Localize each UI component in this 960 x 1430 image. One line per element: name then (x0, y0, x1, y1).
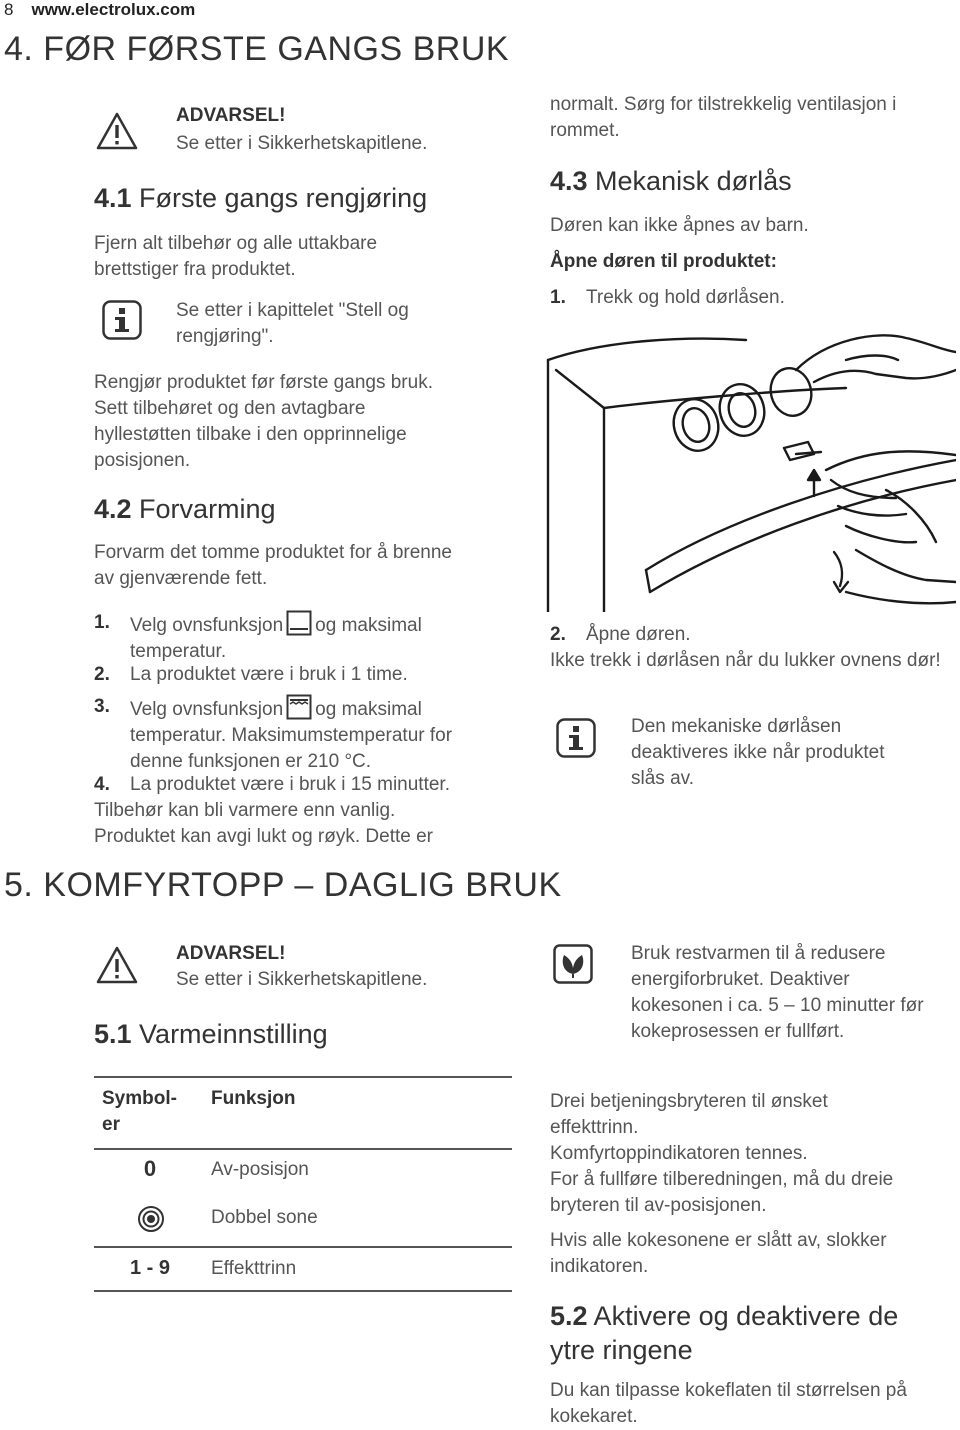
warning-text: Se etter i Sikkerhetskapitlene. (176, 133, 428, 154)
step-3 (94, 694, 452, 775)
paragraph-ventilation: normalt. Sørg for tilstrekkelig ventilasjon i rommet. (550, 94, 897, 141)
step-1-line2: temperatur. (130, 641, 227, 662)
section5-title: 5. KOMFYRTOPP – DAGLIG BRUK (4, 866, 562, 904)
table-row (94, 1150, 512, 1194)
table-row (94, 1248, 512, 1290)
function-off: Av-posisjon (211, 1159, 309, 1180)
heading-5-1-number: 5.1 (94, 1019, 132, 1049)
step-1-pre: Velg ovnsfunksjon (130, 615, 284, 636)
step-2-text: La produktet være i bruk i 1 time. (130, 664, 408, 685)
oven-top-heat-icon (286, 694, 312, 720)
step-4-number: 4. (94, 774, 110, 795)
info-text-lock: Den mekaniske dørlåsen deaktiveres ikke når produktet slås av. (631, 716, 885, 789)
door-step-1 (550, 285, 785, 311)
paragraph-turn-knob: Drei betjeningsbryteren til ønsket effekttrinn. (550, 1091, 828, 1138)
paragraph-4-1-remove: Fjern alt tilbehør og alle uttakbare brettstiger fra produktet. (94, 233, 378, 280)
paragraph-4-1-clean: Rengjør produktet før første gangs bruk. Sett tilbehøret og den avtagbare hyllestøtten tilbake i den opprinnelige posisjonen. (94, 372, 433, 471)
info-icon (102, 300, 142, 340)
paragraph-accessories-warm: Tilbehør kan bli varmere enn vanlig. (94, 800, 396, 821)
heading-4-3-title: Mekanisk dørlås (587, 166, 792, 196)
paragraph-4-2-intro: Forvarm det tomme produktet for å brenne av gjenværende fett. (94, 542, 452, 589)
eco-leaf-icon (553, 944, 593, 984)
step-2-number: 2. (94, 664, 110, 685)
warning-icon (96, 946, 138, 984)
step-1-post: og maksimal (315, 615, 422, 636)
table-header-row (94, 1078, 512, 1148)
info-icon (556, 718, 596, 758)
heading-5-1-title: Varmeinnstilling (131, 1019, 328, 1049)
step-3-pre: Velg ovnsfunksjon (130, 699, 284, 720)
table-row (94, 1194, 512, 1246)
symbol-off: 0 (143, 1156, 157, 1181)
door-step-2-number: 2. (550, 624, 566, 645)
paragraph-indicator-on: Komfyrtoppindikatoren tennes. (550, 1143, 808, 1164)
site-url: www.electrolux.com (31, 0, 196, 19)
function-power-levels: Effekttrinn (211, 1258, 297, 1279)
paragraph-outer-rings: Du kan tilpasse kokeflaten til størrelsen på kokekaret. (550, 1380, 907, 1427)
door-step-2-text: Åpne døren. (586, 624, 691, 645)
warning-icon (96, 112, 138, 150)
paragraph-smell-smoke: Produktet kan avgi lukt og røyk. Dette er (94, 826, 433, 847)
paragraph-do-not-pull: Ikke trekk i dørlåsen når du lukker ovnens dør! (550, 650, 941, 671)
heat-setting-table (94, 1076, 512, 1292)
dual-zone-icon (137, 1205, 165, 1233)
heading-5-2-title: Aktivere og deaktivere de ytre ringene (550, 1301, 899, 1365)
paragraph-indicator-off: Hvis alle kokesonene er slått av, slokker indikatoren. (550, 1230, 887, 1277)
paragraph-finish-cooking: For å fullføre tilberedningen, må du dreie bryteren til av-posisjonen. (550, 1169, 894, 1216)
door-step-2 (550, 622, 691, 648)
warning-label-2: ADVARSEL! (176, 943, 286, 964)
heading-4-2-title: Forvarming (131, 494, 276, 524)
step-3-post: og maksimal (315, 699, 422, 720)
heading-5-2 (550, 1299, 950, 1367)
info-text-care: Se etter i kapittelet "Stell og rengjøring". (176, 300, 409, 347)
heading-4-1-number: 4.1 (94, 183, 132, 213)
heading-4-3-number: 4.3 (550, 166, 588, 196)
table-header-function: Funksjon (211, 1088, 296, 1109)
step-2 (94, 662, 408, 688)
step-3-line2: temperatur. Maksimumstemperatur for (130, 725, 453, 746)
door-step-1-text: Trekk og hold dørlåsen. (586, 287, 785, 308)
heading-4-1 (94, 183, 427, 214)
table-header-symbol: Symbol- er (102, 1088, 177, 1135)
step-1-number: 1. (94, 612, 110, 633)
door-lock-illustration (546, 330, 956, 612)
step-4-text: La produktet være i bruk i 15 minutter. (130, 774, 450, 795)
step-3-number: 3. (94, 696, 110, 717)
door-step-1-number: 1. (550, 287, 566, 308)
subhead-open-door: Åpne døren til produktet: (550, 251, 777, 272)
step-1 (94, 610, 422, 665)
eco-tip-text: Bruk restvarmen til å redusere energiforbruket. Deaktiver kokesonen i ca. 5 – 10 minutter før kokeprosessen er fullført. (631, 943, 924, 1042)
section4-title: 4. FØR FØRSTE GANGS BRUK (4, 30, 510, 68)
heading-4-2-number: 4.2 (94, 494, 132, 524)
oven-function-icon (286, 610, 312, 636)
function-dual-zone: Dobbel sone (211, 1207, 318, 1228)
page-number: 8 (4, 0, 14, 19)
step-3-line3: denne funksjonen er 210 °C. (130, 751, 372, 772)
heading-4-2 (94, 494, 276, 525)
heading-4-1-title: Første gangs rengjøring (131, 183, 428, 213)
symbol-power-levels: 1 - 9 (129, 1257, 171, 1279)
page-header (4, 0, 195, 20)
heading-5-2-number: 5.2 (550, 1301, 588, 1331)
warning-label: ADVARSEL! (176, 105, 286, 126)
heading-5-1 (94, 1019, 328, 1050)
warning-text-2: Se etter i Sikkerhetskapitlene. (176, 969, 428, 990)
paragraph-child-lock: Døren kan ikke åpnes av barn. (550, 215, 809, 236)
step-4 (94, 772, 450, 798)
heading-4-3 (550, 166, 792, 197)
